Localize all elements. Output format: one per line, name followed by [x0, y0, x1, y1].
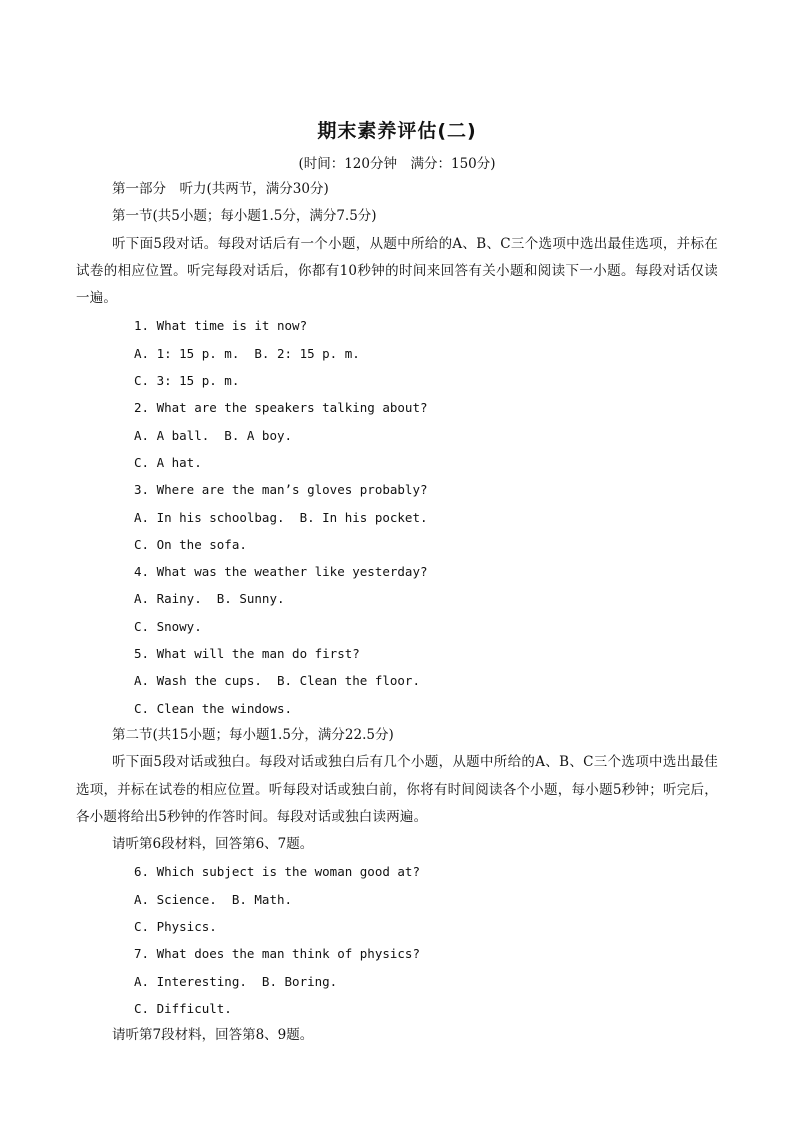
question-3-option-c: C. On the sofa. [134, 536, 247, 552]
section1-instructions: 听下面5段对话。每段对话后有一个小题，从题中所给的A、B、C三个选项中选出最佳选项，并标在试卷的相应位置。听完每段对话后，你都有10秒钟的时间来回答有关小题和阅读下一小题。每段对话仅读一遍。 [76, 235, 718, 307]
question-2-option-c: C. A hat. [134, 454, 202, 470]
question-4-options-ab: A. Rainy. B. Sunny. [134, 591, 285, 607]
question-1: 1. What time is it now? [134, 318, 308, 334]
question-6: 6. Which subject is the woman good at? [134, 864, 420, 880]
material-7-note: 请听第7段材料，回答第8、9题。 [112, 1027, 314, 1044]
question-6-option-c: C. Physics. [134, 919, 217, 935]
section1-heading: 第一节(共5小题；每小题1.5分，满分7.5分) [112, 208, 377, 225]
question-5-options-ab: A. Wash the cups. B. Clean the floor. [134, 673, 420, 689]
question-2: 2. What are the speakers talking about? [134, 400, 428, 416]
question-1-option-c: C. 3: 15 p. m. [134, 373, 240, 389]
question-5: 5. What will the man do first? [134, 646, 360, 662]
question-4-option-c: C. Snowy. [134, 618, 202, 634]
question-7-options-ab: A. Interesting. B. Boring. [134, 973, 338, 989]
section2-instructions: 听下面5段对话或独白。每段对话或独白后有几个小题，从题中所给的A、B、C三个选项中选出最佳选项，并标在试卷的相应位置。听每段对话或独白前，你将有时间阅读各个小题，每小题5秒钟；听完后，各小题将给出5秒钟的作答时间。每段对话或独白读两遍。 [76, 754, 718, 825]
page-title: 期末素养评估(二) [317, 120, 477, 142]
question-7: 7. What does the man think of physics? [134, 946, 420, 962]
question-5-option-c: C. Clean the windows. [134, 700, 293, 716]
part1-heading: 第一部分 听力(共两节，满分30分) [112, 181, 329, 197]
material-6-note: 请听第6段材料，回答第6、7题。 [112, 836, 314, 853]
exam-time-score: (时间：120分钟 满分：150分) [298, 156, 496, 172]
document-body [76, 176, 718, 1050]
question-2-options-ab: A. A ball. B. A boy. [134, 427, 293, 443]
question-4: 4. What was the weather like yesterday? [134, 564, 428, 580]
question-6-options-ab: A. Science. B. Math. [134, 891, 293, 907]
section2-heading: 第二节(共15小题；每小题1.5分，满分22.5分) [112, 726, 394, 743]
question-3: 3. Where are the man’s gloves probably? [134, 482, 428, 498]
question-7-option-c: C. Difficult. [134, 1000, 232, 1016]
question-3-options-ab: A. In his schoolbag. B. In his pocket. [134, 509, 428, 525]
question-1-options-ab: A. 1: 15 p. m. B. 2: 15 p. m. [134, 345, 360, 361]
